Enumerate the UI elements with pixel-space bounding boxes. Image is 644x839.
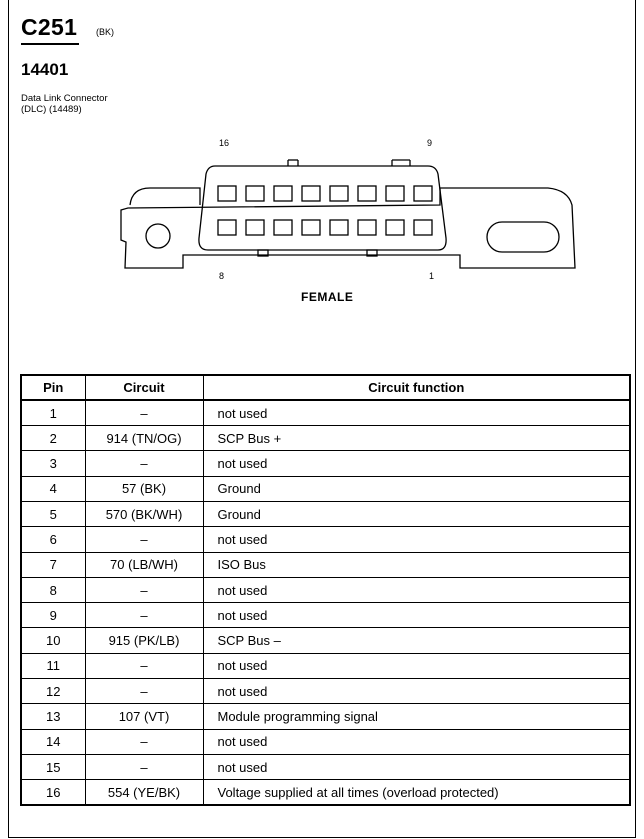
pin-cell: 9 (21, 603, 85, 628)
table-row (21, 400, 630, 425)
pin-cavity-2 (386, 220, 404, 235)
function-cell: not used (203, 577, 630, 602)
pin-cell: 8 (21, 577, 85, 602)
function-cell: not used (203, 729, 630, 754)
pin-cavity-4 (330, 220, 348, 235)
connector-body (199, 166, 446, 250)
pin-cavity-6 (274, 220, 292, 235)
pin-label-8: 8 (219, 271, 225, 281)
function-cell: Voltage supplied at all times (overload protected) (203, 780, 630, 805)
circuit-cell: 914 (TN/OG) (85, 426, 203, 451)
function-cell: not used (203, 527, 630, 552)
pin-cavity-16 (218, 186, 236, 201)
table-row (21, 704, 630, 729)
pin-cavity-13 (302, 186, 320, 201)
pin-cavity-1 (414, 220, 432, 235)
table-row (21, 729, 630, 754)
table-row (21, 552, 630, 577)
pin-cavity-7 (246, 220, 264, 235)
table-row (21, 501, 630, 526)
function-cell: not used (203, 603, 630, 628)
pin-cell: 10 (21, 628, 85, 653)
table-row (21, 577, 630, 602)
header-circuit-function: Circuit function (203, 375, 630, 400)
pin-cell: 15 (21, 754, 85, 779)
function-cell: SCP Bus + (203, 426, 630, 451)
pin-cavity-10 (386, 186, 404, 201)
pin-cell: 7 (21, 552, 85, 577)
pin-row-bottom (218, 220, 432, 235)
circuit-cell: 70 (LB/WH) (85, 552, 203, 577)
function-cell: ISO Bus (203, 552, 630, 577)
circuit-cell: – (85, 679, 203, 704)
table-row (21, 476, 630, 501)
table-row (21, 780, 630, 805)
circuit-cell: 554 (YE/BK) (85, 780, 203, 805)
circuit-cell: – (85, 451, 203, 476)
gender-label: FEMALE (301, 290, 354, 304)
connector-id: C251 (21, 14, 77, 41)
header-pin: Pin (21, 375, 85, 400)
pin-cavity-8 (218, 220, 236, 235)
circuit-cell: 107 (VT) (85, 704, 203, 729)
description-line-1: Data Link Connector (21, 93, 108, 104)
table-row (21, 451, 630, 476)
function-cell: not used (203, 679, 630, 704)
circuit-cell: – (85, 754, 203, 779)
function-cell: Module programming signal (203, 704, 630, 729)
function-cell: not used (203, 754, 630, 779)
pin-label-16: 16 (219, 138, 230, 148)
dlc-connector-diagram (0, 0, 644, 370)
circuit-cell: – (85, 603, 203, 628)
right-mount-slot (487, 222, 559, 252)
pin-cell: 16 (21, 780, 85, 805)
pin-cell: 6 (21, 527, 85, 552)
pin-cell: 3 (21, 451, 85, 476)
function-cell: not used (203, 653, 630, 678)
circuit-cell: – (85, 527, 203, 552)
pin-row-top (218, 186, 432, 201)
function-cell: Ground (203, 501, 630, 526)
function-cell: not used (203, 400, 630, 425)
table-row (21, 527, 630, 552)
circuit-cell: 57 (BK) (85, 476, 203, 501)
table-row (21, 754, 630, 779)
pin-cavity-12 (330, 186, 348, 201)
table-row (21, 426, 630, 451)
table-row (21, 628, 630, 653)
function-cell: SCP Bus – (203, 628, 630, 653)
description-line-2: (DLC) (14489) (21, 104, 82, 115)
pinout-table (20, 374, 631, 806)
circuit-cell: 570 (BK/WH) (85, 501, 203, 526)
pin-cavity-14 (274, 186, 292, 201)
pin-cell: 5 (21, 501, 85, 526)
circuit-cell: – (85, 729, 203, 754)
pin-cell: 11 (21, 653, 85, 678)
table-row (21, 603, 630, 628)
table-row (21, 679, 630, 704)
pin-cell: 2 (21, 426, 85, 451)
pin-label-9: 9 (427, 138, 433, 148)
pin-label-1: 1 (429, 271, 435, 281)
pin-cavity-3 (358, 220, 376, 235)
pin-cell: 4 (21, 476, 85, 501)
part-number: 14401 (21, 60, 69, 79)
pin-cavity-5 (302, 220, 320, 235)
function-cell: Ground (203, 476, 630, 501)
circuit-cell: – (85, 577, 203, 602)
header-circuit: Circuit (85, 375, 203, 400)
pin-cell: 12 (21, 679, 85, 704)
pin-cavity-15 (246, 186, 264, 201)
pin-cavity-9 (414, 186, 432, 201)
table-row (21, 653, 630, 678)
circuit-cell: – (85, 400, 203, 425)
pin-cell: 14 (21, 729, 85, 754)
pin-cavity-11 (358, 186, 376, 201)
pin-cell: 1 (21, 400, 85, 425)
function-cell: not used (203, 451, 630, 476)
table-header-row (21, 375, 630, 400)
circuit-cell: 915 (PK/LB) (85, 628, 203, 653)
connector-color: (BK) (96, 27, 114, 37)
left-mount-hole (146, 224, 170, 248)
pin-cell: 13 (21, 704, 85, 729)
circuit-cell: – (85, 653, 203, 678)
